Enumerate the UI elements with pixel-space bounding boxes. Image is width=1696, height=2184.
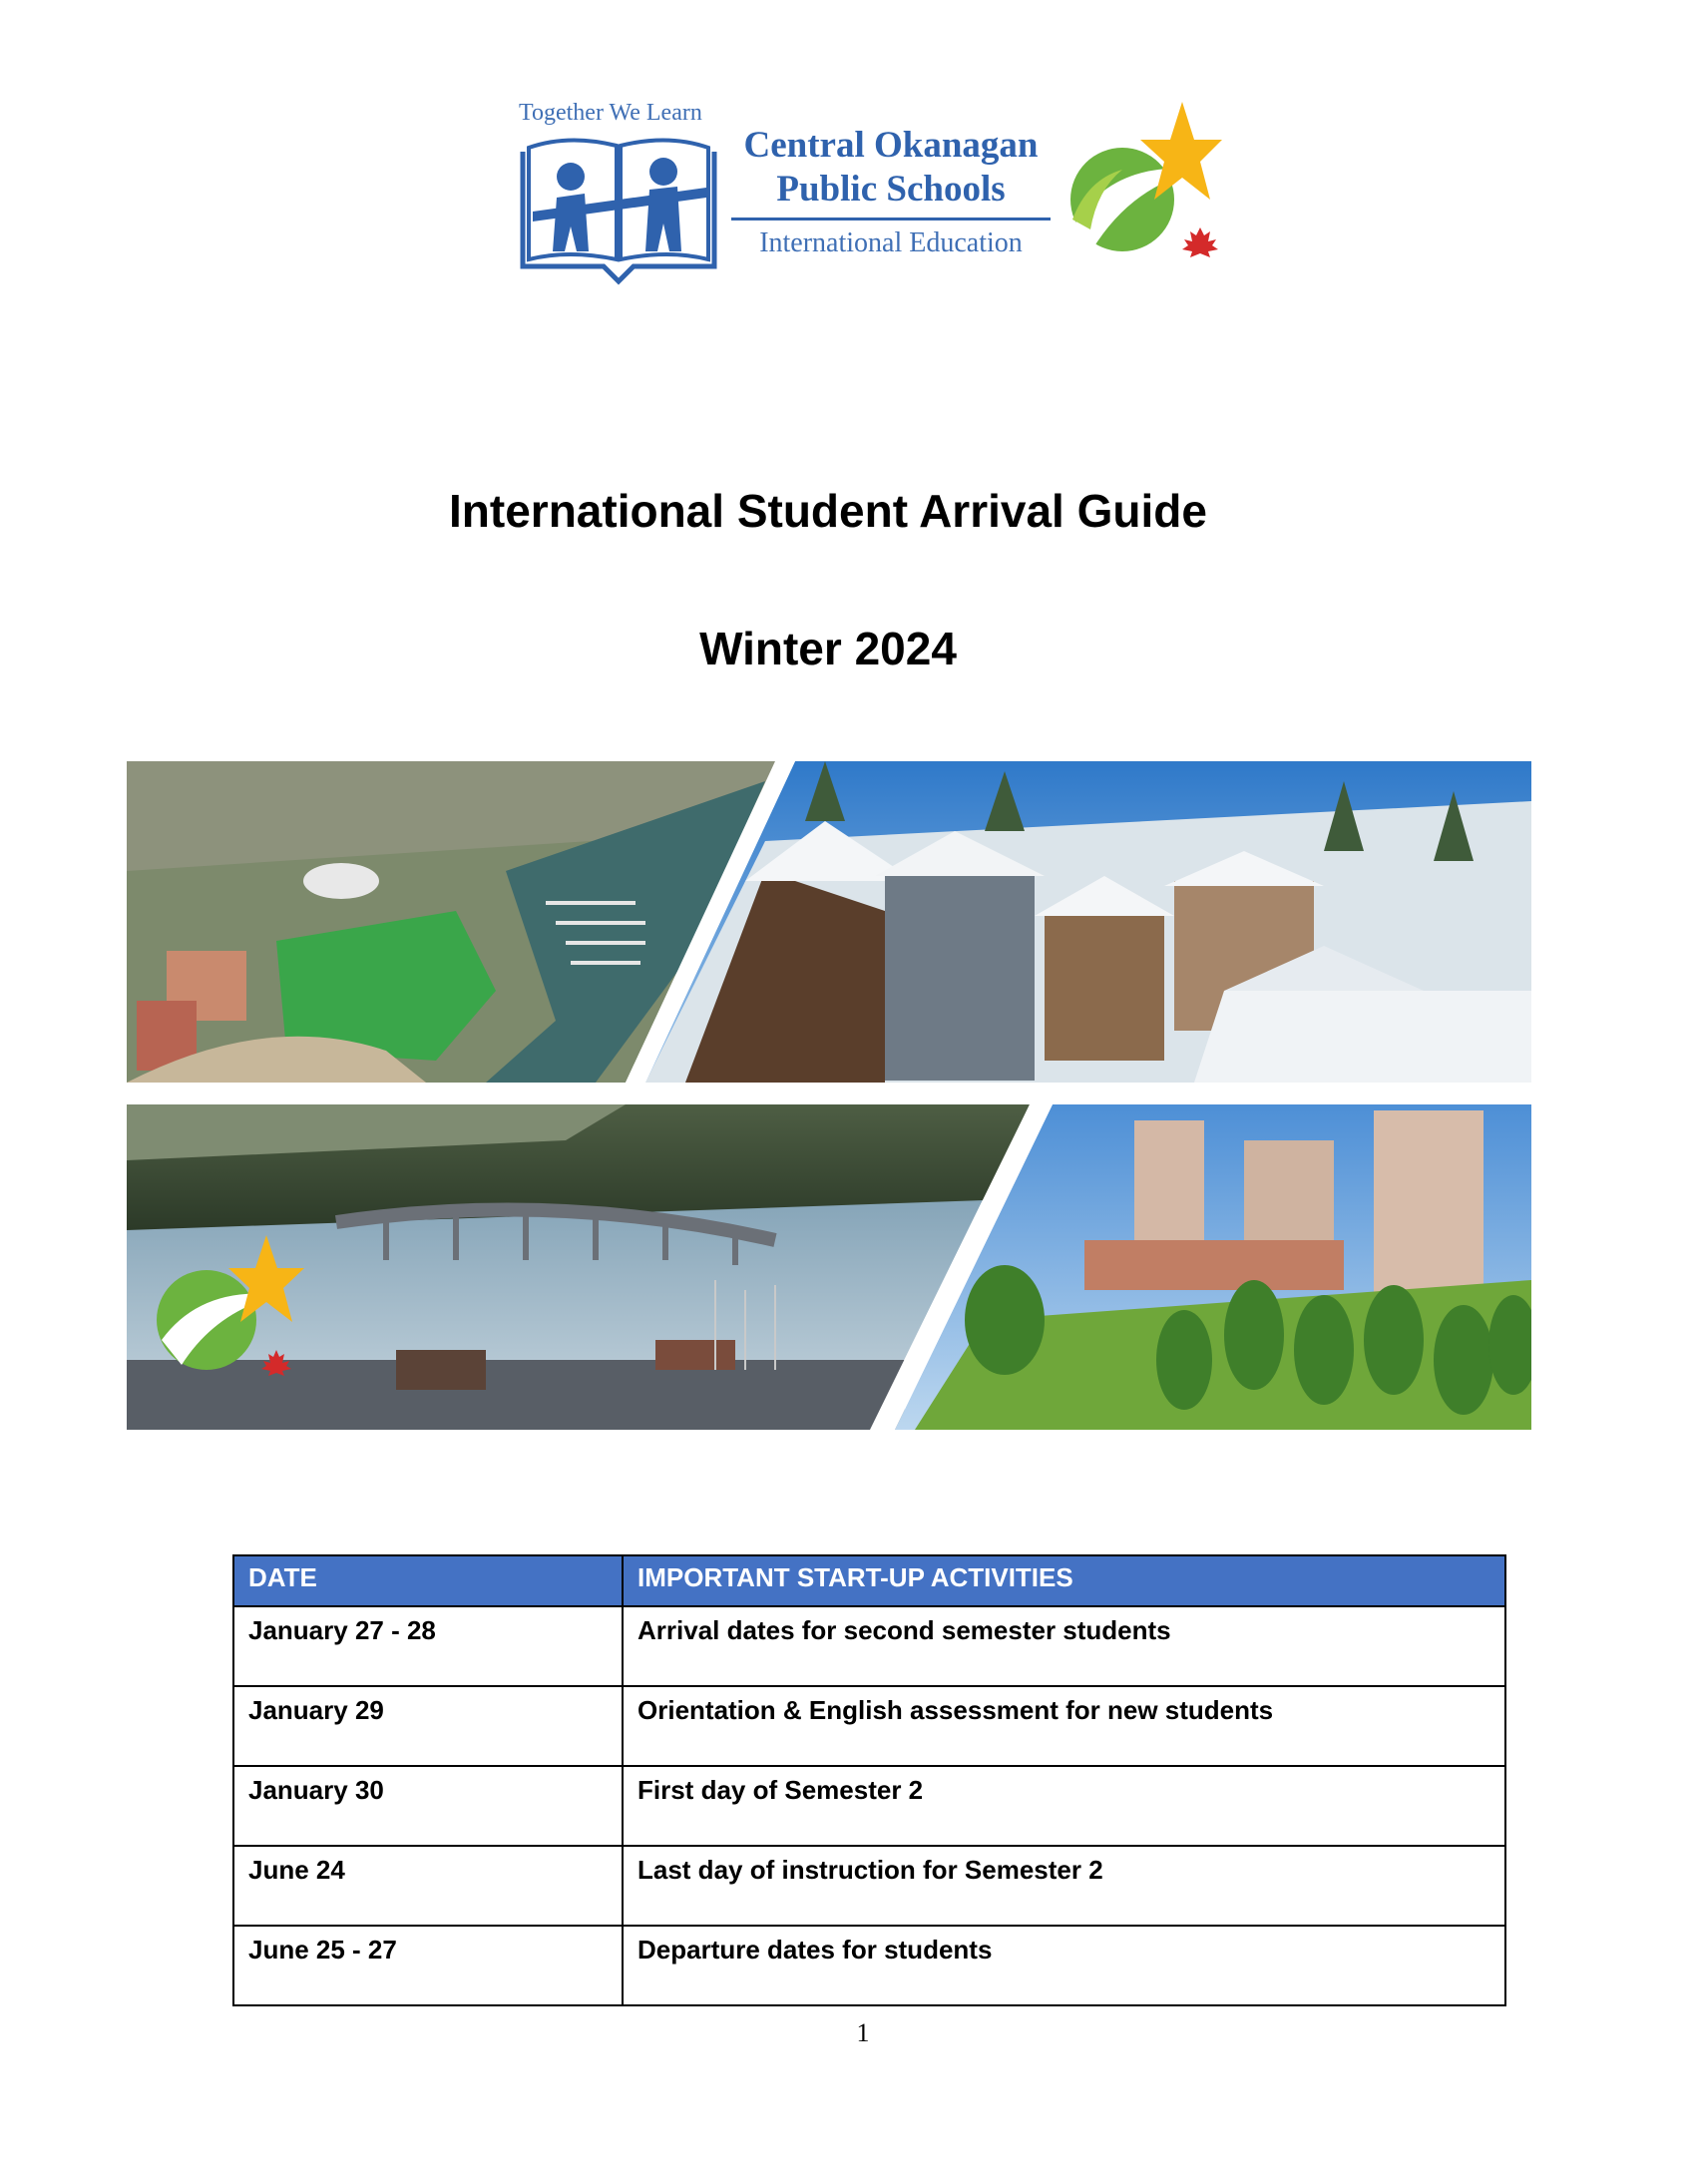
table-row [233,1766,1505,1846]
row-activity: Last day of instruction for Semester 2 [623,1846,1505,1926]
school-logo [519,100,1217,289]
globe-star-emblem-icon [1053,100,1222,269]
logo-org-name [731,124,1051,212]
page-number: 1 [856,2018,870,2047]
row-activity: First day of Semester 2 [623,1766,1505,1846]
row-activity: Departure dates for students [623,1926,1505,2005]
row-activity: Arrival dates for second semester students [623,1606,1505,1686]
logo-tagline: Together We Learn [519,100,702,126]
open-book-people-icon [519,132,718,286]
table-row [233,1686,1505,1766]
table-row [233,1846,1505,1926]
logo-divider [731,218,1051,220]
photo-snowy-village [645,761,1531,1083]
table-header-row [233,1555,1505,1606]
table-row [233,1606,1505,1686]
row-date: January 30 [233,1766,623,1846]
startup-activities-table [232,1554,1506,2006]
row-date: June 25 - 27 [233,1926,623,2005]
header-activities: IMPORTANT START-UP ACTIVITIES [623,1555,1505,1606]
row-date: June 24 [233,1846,623,1926]
row-date: January 29 [233,1686,623,1766]
logo-org-line2: Public Schools [776,169,1006,210]
table-row [233,1926,1505,2005]
page-subtitle: Winter 2024 [699,623,957,674]
header-date: DATE [233,1555,623,1606]
page-title: International Student Arrival Guide [449,485,1207,537]
row-activity: Orientation & English assessment for new students [623,1686,1505,1766]
logo-org-line1: Central Okanagan [743,125,1039,166]
logo-org-sub: International Education [759,227,1023,258]
row-date: January 27 - 28 [233,1606,623,1686]
photo-collage [127,761,1531,1430]
